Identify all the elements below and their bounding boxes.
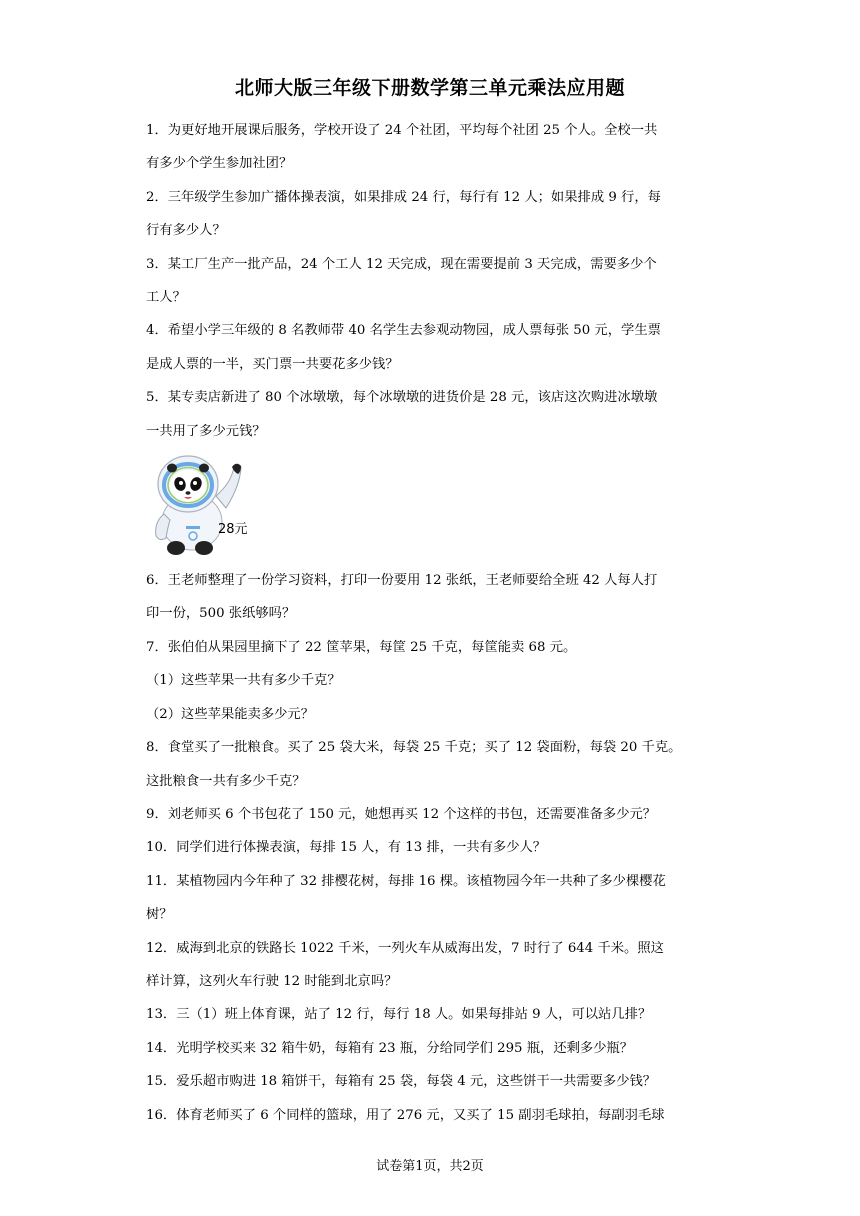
question-3-line-1: 3．某工厂生产一批产品，24 个工人 12 天完成，现在需要提前 3 天完成，需要多少个 xyxy=(146,256,657,272)
question-7-part-2: （2）这些苹果能卖多少元？ xyxy=(146,706,315,722)
question-7-part-1: （1）这些苹果一共有多少千克？ xyxy=(146,673,341,689)
question-13-line-1: 13．三（1）班上体育课，站了 12 行，每行 18 人。如果每排站 9 人，可以站几排？ xyxy=(146,1007,652,1023)
question-2-line-1: 2．三年级学生参加广播体操表演，如果排成 24 行，每行有 12 人；如果排成 9 行，每 xyxy=(146,189,661,205)
question-11-line-2: 树？ xyxy=(146,907,173,923)
question-9-line-1: 9．刘老师买 6 个书包花了 150 元，她想再买 12 个这样的书包，还需要准备多少元？ xyxy=(146,806,657,822)
question-1-line-2: 有多少个学生参加社团？ xyxy=(146,156,293,172)
question-2-line-2: 行有多少人？ xyxy=(146,223,226,239)
question-6-line-2: 印一份，500 张纸够吗？ xyxy=(146,606,296,622)
question-6-line-1: 6．王老师整理了一份学习资料，打印一份要用 12 张纸，王老师要给全班 42 人每人打 xyxy=(146,573,658,589)
question-10-line-1: 10．同学们进行体操表演，每排 15 人，有 13 排，一共有多少人？ xyxy=(146,840,547,856)
question-16-line-1: 16．体育老师买了 6 个同样的篮球，用了 276 元，又买了 15 副羽毛球拍，每副羽毛球 xyxy=(146,1107,665,1123)
mascot-figure xyxy=(146,452,266,556)
question-4-line-2: 是成人票的一半，买门票一共要花多少钱？ xyxy=(146,356,399,372)
mascot-price-label: 28元 xyxy=(218,522,248,538)
question-5-line-2: 一共用了多少元钱？ xyxy=(146,423,266,439)
question-12-line-1: 12．威海到北京的铁路长 1022 千米，一列火车从威海出发，7 时行了 644 千米。照这 xyxy=(146,940,664,956)
question-11-line-1: 11．某植物园内今年种了 32 排樱花树，每排 16 棵。该植物园今年一共种了多少棵樱花 xyxy=(146,873,666,889)
question-1-line-1: 1．为更好地开展课后服务，学校开设了 24 个社团，平均每个社团 25 个人。全校一共 xyxy=(146,123,658,138)
question-12-line-2: 样计算，这列火车行驶 12 时能到北京吗？ xyxy=(146,973,398,989)
question-7-line-1: 7．张伯伯从果园里摘下了 22 筐苹果，每筐 25 千克，每筐能卖 68 元。 xyxy=(146,639,577,655)
question-4-line-1: 4．希望小学三年级的 8 名教师带 40 名学生去参观动物园，成人票每张 50 元，学生票 xyxy=(146,323,661,339)
page-footer: 试卷第1页，共2页 xyxy=(376,1159,484,1174)
question-15-line-1: 15．爱乐超市购进 18 箱饼干，每箱有 25 袋，每袋 4 元，这些饼干一共需要多少钱？ xyxy=(146,1074,657,1090)
question-list xyxy=(146,114,716,1132)
question-5-line-1: 5．某专卖店新进了 80 个冰墩墩，每个冰墩墩的进货价是 28 元，该店这次购进冰墩墩 xyxy=(146,390,658,406)
bing-dwen-dwen-mascot-icon xyxy=(146,452,246,556)
page-title: 北师大版三年级下册数学第三单元乘法应用题 xyxy=(234,77,625,99)
question-8-line-2: 这批粮食一共有多少千克？ xyxy=(146,773,306,789)
question-14-line-1: 14．光明学校买来 32 箱牛奶，每箱有 23 瓶，分给同学们 295 瓶，还剩多少瓶？ xyxy=(146,1040,634,1056)
question-3-line-2: 工人？ xyxy=(146,290,186,306)
question-8-line-1: 8．食堂买了一批粮食。买了 25 袋大米，每袋 25 千克；买了 12 袋面粉，每袋 20 千克。 xyxy=(146,740,682,756)
